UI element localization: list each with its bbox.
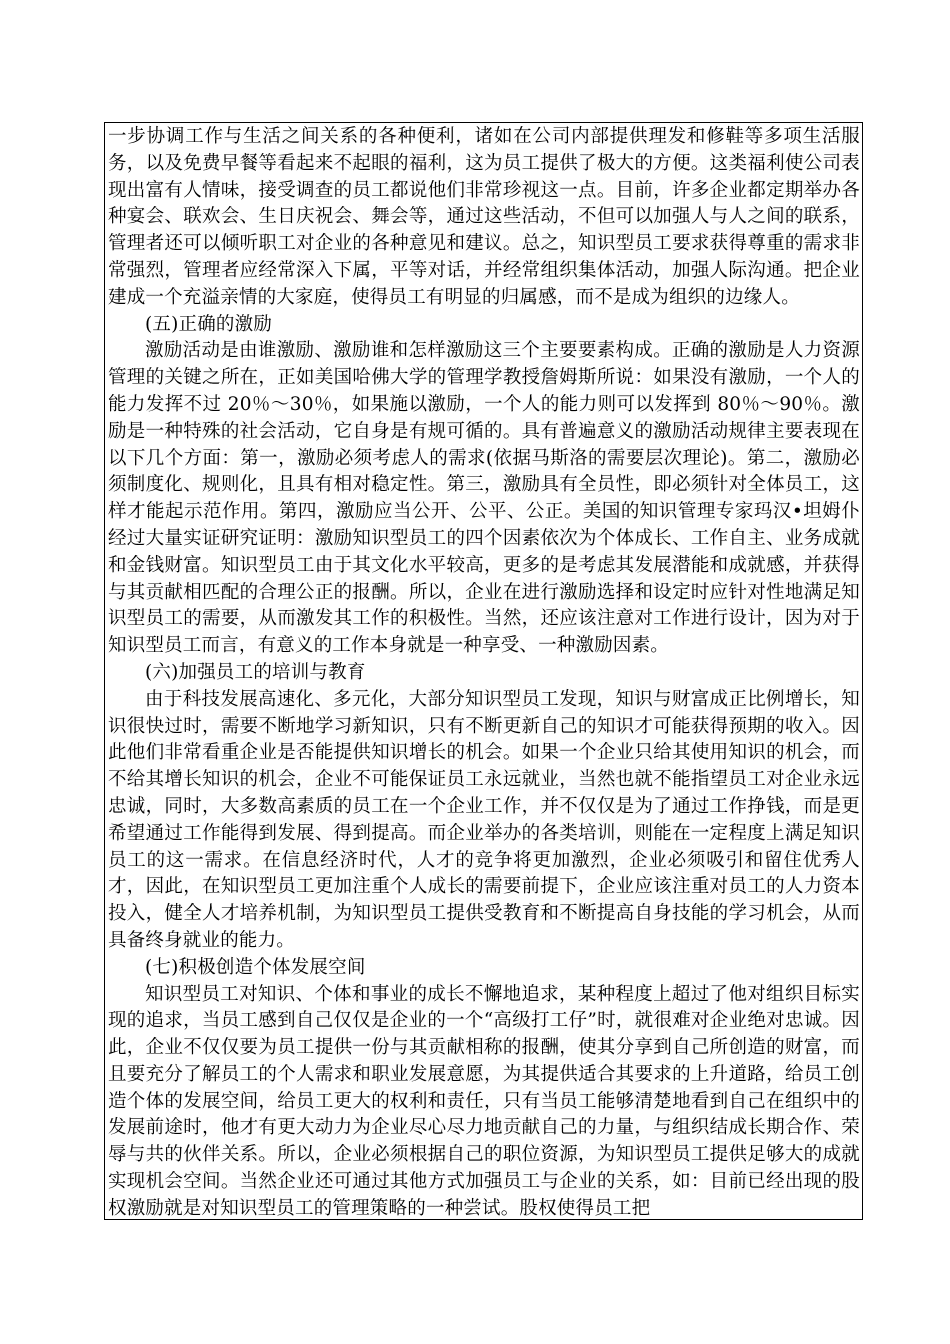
section-heading-7: (七)积极创造个体发展空间 [145,956,366,978]
section-heading-6: (六)加强员工的培训与教育 [145,661,366,683]
section-heading-5: (五)正确的激励 [145,313,273,335]
paragraph-training: 由于科技发展高速化、多元化，大部分知识型员工发现，知识与财富成正比例增长，知识很快过时，需要不断地学习新知识，只有不断更新自己的知识才可能获得预期的收入。因此他们非常看重企业是否能提供知识增长的机会。如果一个企业只给其使用知识的机会，而不给其增长知识的机会，企业不可能保证员工永远就业，当然也就不能指望员工对企业永远忠诚，同时，大多数高素质的员工在一个企业工作，并不仅仅是为了通过工作挣钱，而是更希望通过工作能得到发展、得到提高。而企业举办的各类培训，则能在一定程度上满足知识员工的这一需求。在信息经济时代，人才的竞争将更加激烈，企业必须吸引和留住优秀人才，因此，在知识型员工更加注重个人成长的需要前提下，企业应该注重对员工的人力资本投入，健全人才培养机制，为知识型员工提供受教育和不断提高自身技能的学习机会，从而具备终身就业的能力。 [108,688,860,951]
paragraph-welfare: 一步协调工作与生活之间关系的各种便利，诸如在公司内部提供理发和修鞋等多项生活服务，以及免费早餐等看起来不起眼的福利，这为员工提供了极大的方便。这类福利使公司表现出富有人情味，接受调查的员工都说他们非常珍视这一点。目前，许多企业都定期举办各种宴会、联欢会、生日庆祝会、舞会等，通过这些活动，不但可以加强人与人之间的联系，管理者还可以倾听职工对企业的各种意见和建议。总之，知识型员工要求获得尊重的需求非常强烈，管理者应经常深入下属，平等对话，并经常组织集体活动，加强人际沟通。把企业建成一个充溢亲情的大家庭，使得员工有明显的归属感，而不是成为组织的边缘人。 [108,126,860,308]
document-body [108,124,860,1223]
paragraph-incentive: 激励活动是由谁激励、激励谁和怎样激励这三个主要要素构成。正确的激励是人力资源管理的关键之所在，正如美国哈佛大学的管理学教授詹姆斯所说：如果没有激励，一个人的能力发挥不过 20％～30％，如果施以激励，一个人的能力则可以发挥到 80％～90％。激励是一种特殊的社会活动，它自身是有规可循的。具有普遍意义的激励活动规律主要表现在以下几个方面：第一，激励必须考虑人的需求(依据马斯洛的需要层次理论)。第二，激励必须制度化、规则化，且具有相对稳定性。第三，激励具有全员性，即必须针对全体员工，这样才能起示范作用。第四，激励应当公开、公平、公正。美国的知识管理专家玛汉•坦姆仆经过大量实证研究证明：激励知识型员工的四个因素依次为个体成长、工作自主、业务成就和金钱财富。知识型员工由于其文化水平较高，更多的是考虑其发展潜能和成就感，并获得与其贡献相匹配的合理公正的报酬。所以，企业在进行激励选择和设定时应针对性地满足知识型员工的需要，从而激发其工作的积极性。当然，还应该注意对工作进行设计，因为对于知识型员工而言，有意义的工作本身就是一种享受、一种激励因素。 [108,340,860,657]
paragraph-development: 知识型员工对知识、个体和事业的成长不懈地追求，某种程度上超过了他对组织目标实现的追求，当员工感到自己仅仅是企业的一个“高级打工仔”时，就很难对企业绝对忠诚。因此，企业不仅仅要为员工提供一份与其贡献相称的报酬，使其分享到自己所创造的财富，而且要充分了解员工的个人需求和职业发展意愿，为其提供适合其要求的上升道路，给员工创造个体的发展空间，给员工更大的权利和责任，只有当员工能够清楚地看到自己在组织中的发展前途时，他才有更大动力为企业尽心尽力地贡献自己的力量，与组织结成长期合作、荣辱与共的伙伴关系。所以，企业必须根据自己的职位资源，为知识型员工提供足够大的成就实现机会空间。当然企业还可通过其他方式加强员工与企业的关系，如：目前已经出现的股权激励就是对知识型员工的管理策略的一种尝试。股权使得员工把 [108,983,860,1219]
